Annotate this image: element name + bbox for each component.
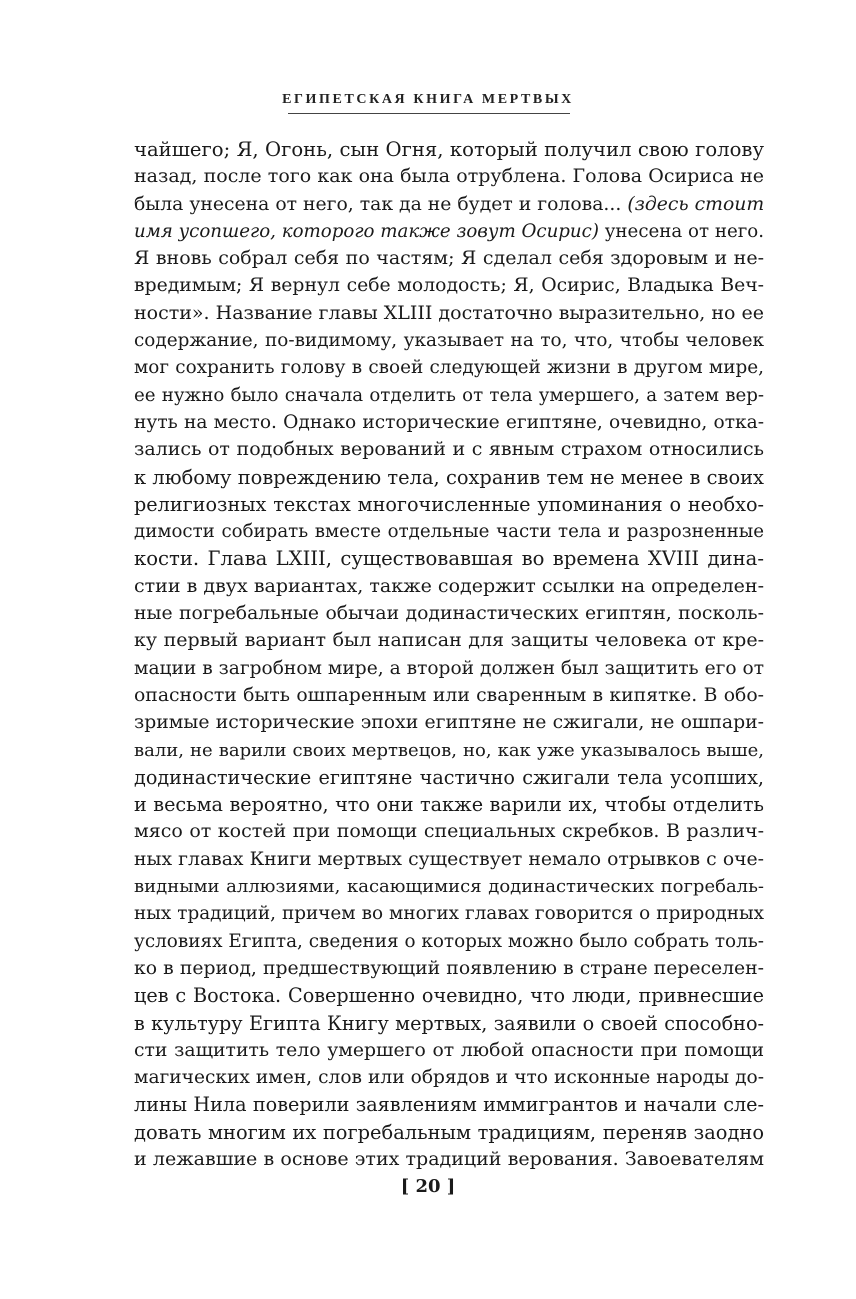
text-line-6: вредимым; Я вернул себе молодость; Я, Осирис, Владыка Веч- [134, 275, 764, 297]
text-line-25: и весьма вероятно, что они также варили их, чтобы отделить [134, 793, 764, 817]
text-line-9: мог сохранить голову в своей следующей жизни в другом мире, [134, 357, 764, 379]
text-line-10: ее нужно было сначала отделить от тела умершего, а затем вер- [134, 384, 764, 406]
text-line-24: додинастические египтяне частично сжигали тела усопших, [134, 765, 764, 789]
text-line-8: содержание, по-видимому, указывает на то, что, чтобы человек [134, 330, 764, 352]
text-line-4 [134, 218, 764, 245]
text-line-19: ку первый вариант был написан для защиты человека от кре- [134, 629, 764, 652]
text-line-3-italic: (здесь стоит [627, 193, 764, 215]
text-line-23: вали, не варили своих мертвецов, но, как уже указывалось выше, [134, 739, 764, 761]
text-line-3-roman: была унесена от него, так да не будет и голова... [134, 193, 622, 215]
text-line-33: в культуру Египта Книгу мертвых, заявили о своей способно- [134, 1011, 764, 1035]
text-line-13: к любому повреждению тела, сохранив тем не менее в своих [134, 465, 764, 489]
text-line-34: сти защитить тело умершего от любой опасности при помощи [134, 1039, 764, 1061]
text-line-7: ности». Название главы XLIII достаточно выразительно, но ее [134, 301, 764, 324]
text-line-31: ко в период, предшествующий появлению в стране переселен- [134, 957, 764, 979]
text-line-21: опасности быть ошпаренным или сваренным в кипятке. В обо- [134, 684, 764, 706]
text-line-1: чайшего; Я, Огонь, сын Огня, который получил свою голову [134, 138, 764, 161]
text-line-27: ных главах Книги мертвых существует немало отрывков с оче- [134, 848, 764, 870]
running-head-rule [288, 113, 570, 114]
text-line-37: довать многим их погребальным традициям, переняв заодно [134, 1120, 764, 1144]
text-line-22: зримые исторические эпохи египтяне не сжигали, не ошпари- [134, 712, 764, 734]
text-line-11: нуть на место. Однако исторические египтяне, очевидно, отка- [134, 411, 764, 433]
text-line-26: мясо от костей при помощи специальных скребков. В различ- [134, 820, 764, 843]
text-line-18: ные погребальные обычаи додинастических египтян, посколь- [134, 603, 764, 625]
text-line-36: лины Нила поверили заявлениям иммигрантов и начали сле- [134, 1093, 764, 1117]
text-line-28: видными аллюзиями, касающимися додинастических погребаль- [134, 876, 764, 898]
text-line-4-italic: имя усопшего, которого также зовут Осирис) [134, 220, 599, 242]
text-line-32: цев с Востока. Совершенно очевидно, что люди, привнесшие [134, 984, 764, 1008]
text-line-17: стии в двух вариантах, также содержит ссылки на определен- [134, 574, 764, 597]
text-line-20: мации в загробном мире, а второй должен был защитить его от [134, 657, 764, 679]
text-line-3 [134, 191, 764, 218]
text-line-15: димости собирать вместе отдельные части тела и разрозненные [134, 521, 764, 543]
page-number: [ 20 ] [400, 1176, 456, 1197]
text-line-4-roman: унесена от него. [604, 220, 764, 242]
text-line-5: Я вновь собрал себя по частям; Я сделал себя здоровым и не- [134, 247, 764, 270]
text-line-38: и лежавшие в основе этих традиций верования. Завоевателям [134, 1147, 764, 1170]
text-line-12: зались от подобных верований и с явным страхом относились [134, 438, 764, 461]
text-line-14: религиозных текстах многочисленные упоминания о необхо- [134, 492, 764, 516]
text-block [134, 136, 764, 1173]
text-line-30: условиях Египта, сведения о которых можно было собрать толь- [134, 930, 764, 952]
text-line-35: магических имен, слов или обрядов и что исконные народы до- [134, 1067, 764, 1089]
running-head: ЕГИПЕТСКАЯ КНИГА МЕРТВЫХ [282, 92, 574, 107]
text-line-16: кости. Глава LXIII, существовавшая во времена XVIII дина- [134, 547, 764, 571]
text-line-29: ных традиций, причем во многих главах говорится о природных [134, 903, 764, 925]
text-line-2: назад, после того как она была отрублена. Голова Осириса не [134, 165, 764, 188]
